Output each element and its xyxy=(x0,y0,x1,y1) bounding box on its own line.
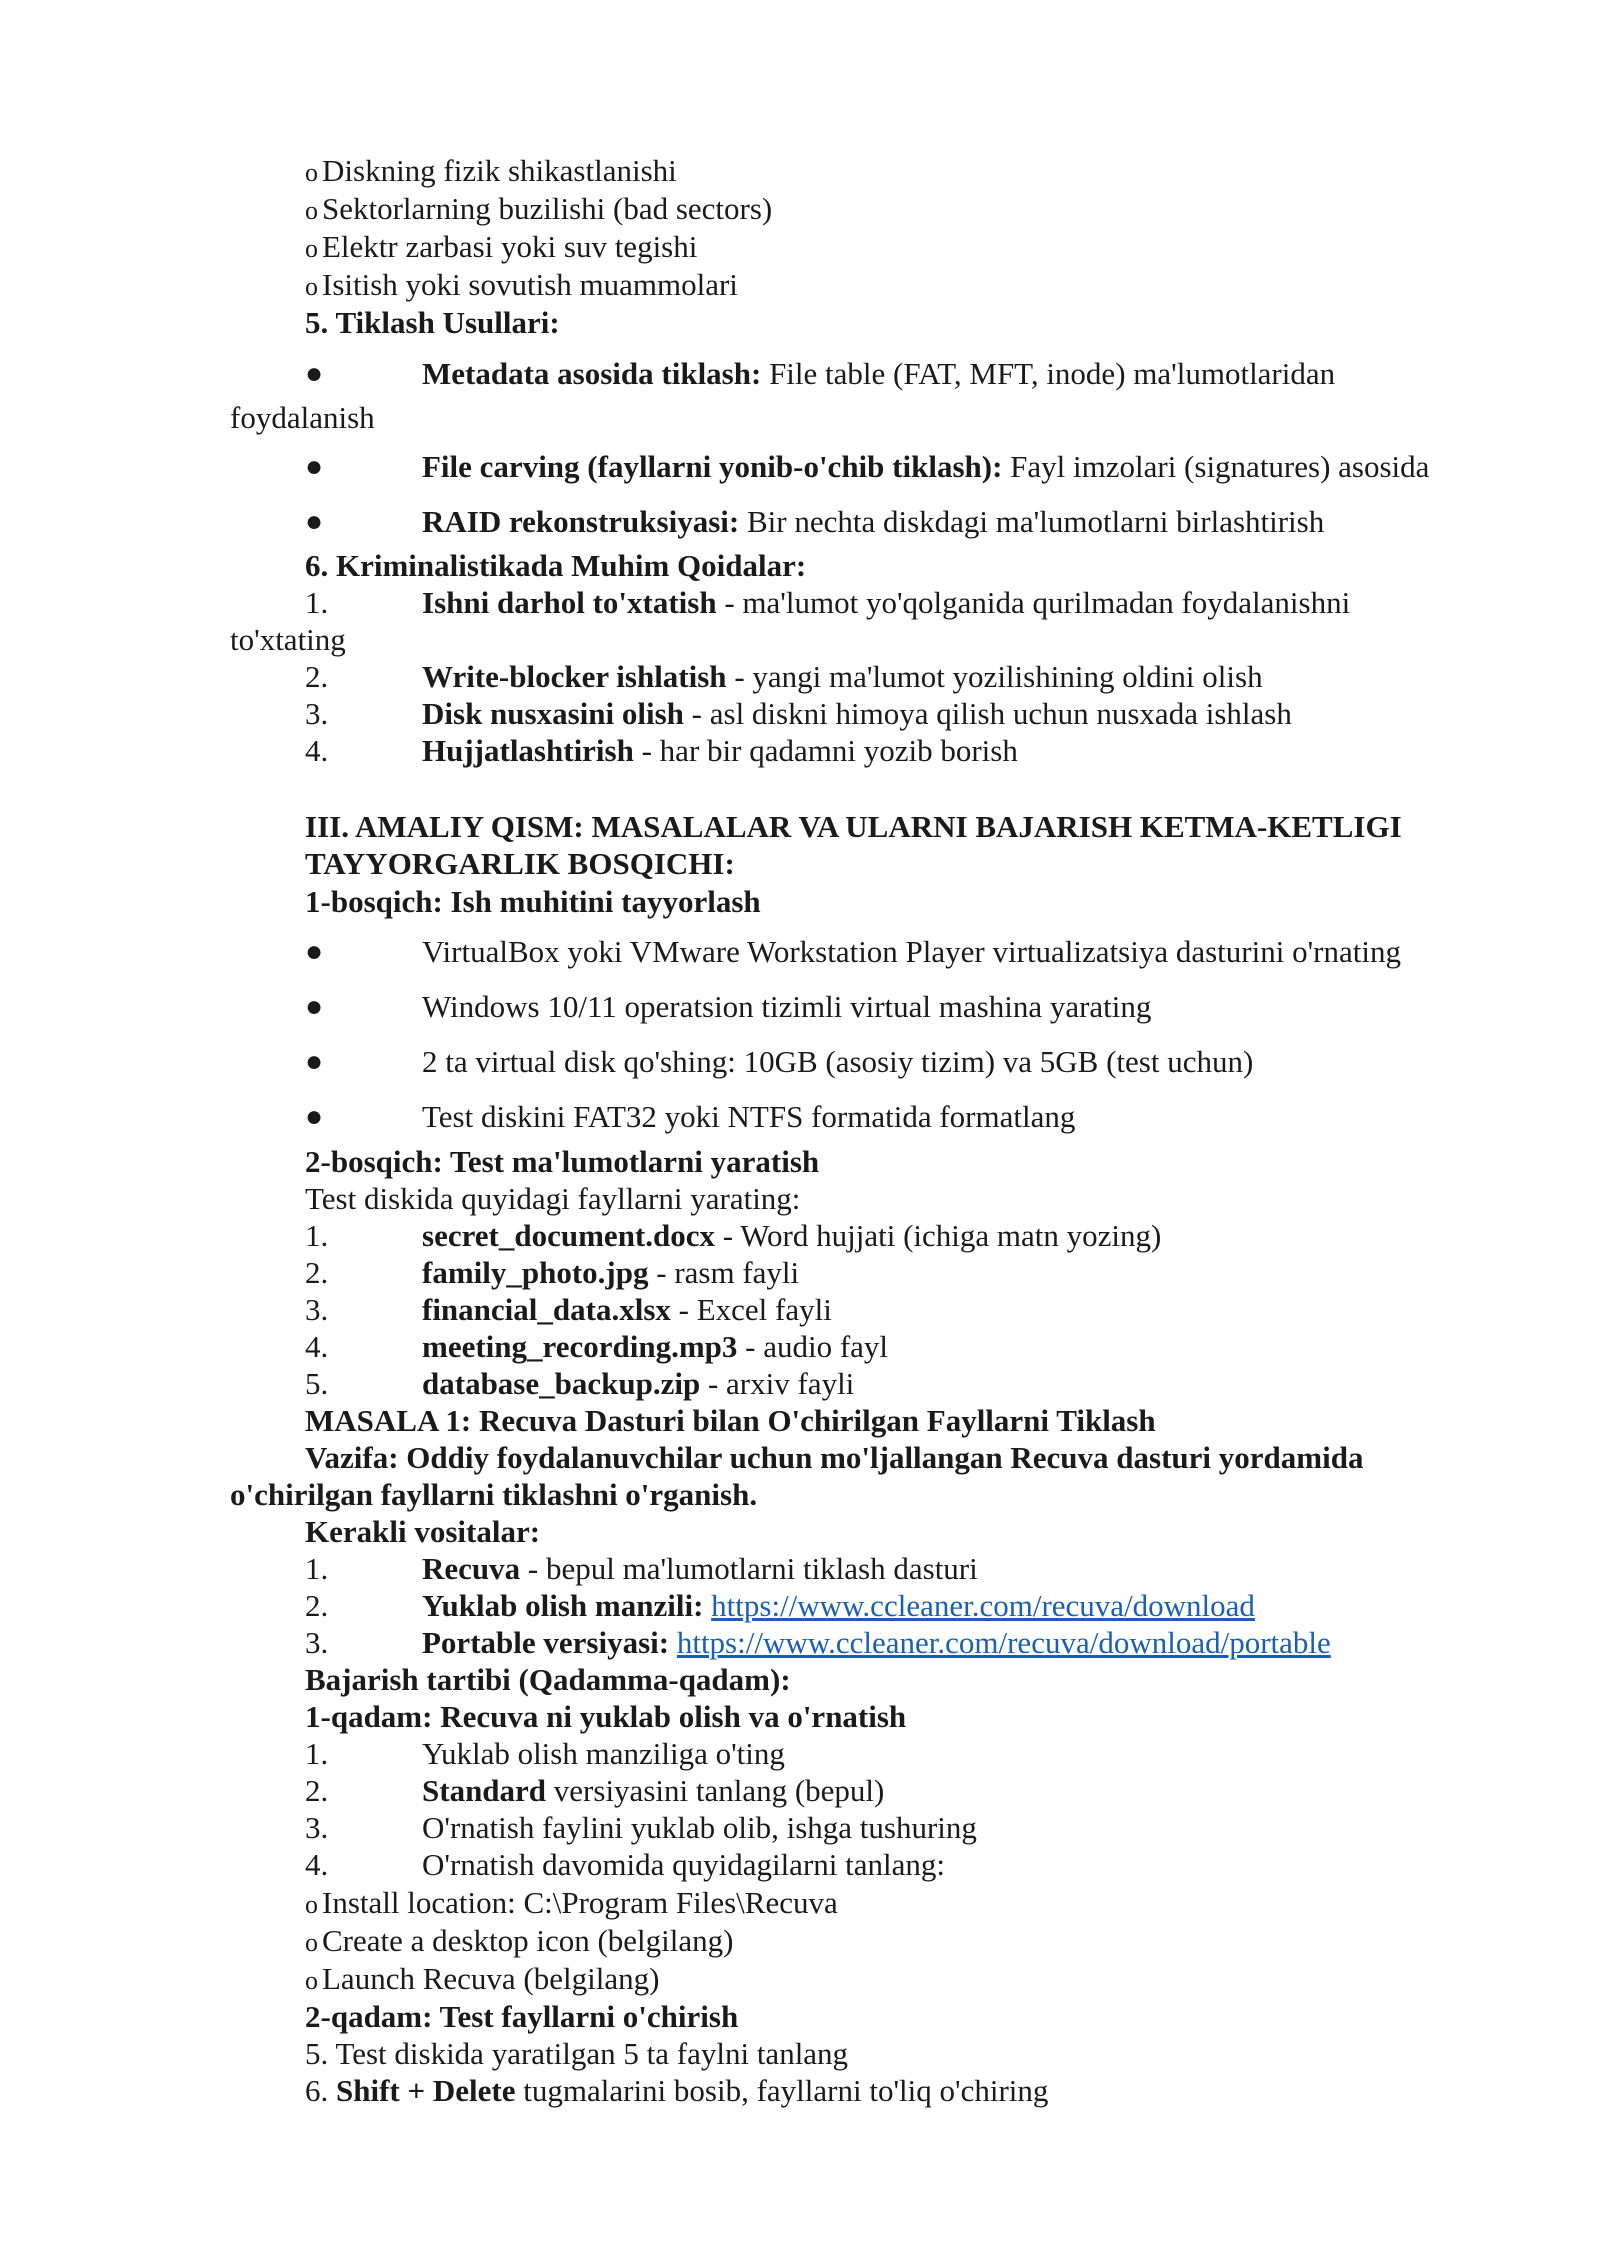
list-item: 5. Test diskida yaratilgan 5 ta faylni tanlang xyxy=(305,2036,849,2071)
list-item: family_photo.jpg - rasm fayli xyxy=(422,1255,800,1290)
step-heading: 1-qadam: Recuva ni yuklab olish va o'rnatish xyxy=(305,1699,907,1734)
list-item: Test diskini FAT32 yoki NTFS formatida formatlang xyxy=(422,1099,1076,1134)
list-item: meeting_recording.mp3 - audio fayl xyxy=(422,1329,889,1364)
list-item: O'rnatish davomida quyidagilarni tanlang: xyxy=(422,1847,945,1882)
portable-download-link[interactable]: https://www.ccleaner.com/recuva/download/portable xyxy=(676,1625,1331,1660)
list-item: financial_data.xlsx - Excel fayli xyxy=(422,1292,832,1327)
part-subheading: TAYYORGARLIK BOSQICHI: xyxy=(305,846,735,881)
list-number: 4. xyxy=(305,1329,329,1364)
list-number: 3. xyxy=(305,1292,329,1327)
list-item: o Elektr zarbasi yoki suv tegishi xyxy=(305,229,698,264)
list-number: 3. xyxy=(305,1625,329,1660)
tools-heading: Kerakli vositalar: xyxy=(305,1514,541,1549)
list-item: VirtualBox yoki VMware Workstation Player virtualizatsiya dasturini o'rnating xyxy=(422,934,1401,969)
list-item-continuation: to'xtating xyxy=(230,622,346,657)
list-item: o Diskning fizik shikastlanishi xyxy=(305,153,677,188)
list-number: 2. xyxy=(305,1588,329,1623)
list-number: 2. xyxy=(305,1773,329,1808)
list-number: 1. xyxy=(305,1736,329,1771)
order-heading: Bajarish tartibi (Qadamma-qadam): xyxy=(305,1662,791,1697)
paragraph: Test diskida quyidagi fayllarni yarating: xyxy=(305,1181,801,1216)
bullet-marker: ● xyxy=(305,990,324,1023)
list-item: Recuva - bepul ma'lumotlarni tiklash dasturi xyxy=(422,1551,978,1586)
list-item: Ishni darhol to'xtatish - ma'lumot yo'qolganida qurilmadan foydalanishni xyxy=(422,585,1351,620)
list-item: File carving (fayllarni yonib-o'chib tiklash): Fayl imzolari (signatures) asosida xyxy=(422,449,1430,484)
list-item: o Install location: C:\Program Files\Recuva xyxy=(305,1885,838,1920)
bullet-marker: ● xyxy=(305,1045,324,1078)
download-link[interactable]: https://www.ccleaner.com/recuva/download xyxy=(711,1588,1255,1623)
part-heading: III. AMALIY QISM: MASALALAR VA ULARNI BAJARISH KETMA-KETLIGI xyxy=(305,809,1402,844)
list-number: 5. xyxy=(305,1366,329,1401)
bullet-marker: ● xyxy=(305,357,324,390)
task-title: MASALA 1: Recuva Dasturi bilan O'chirilgan Fayllarni Tiklash xyxy=(305,1403,1156,1438)
list-item: 2 ta virtual disk qo'shing: 10GB (asosiy tizim) va 5GB (test uchun) xyxy=(422,1044,1254,1079)
list-item: o Launch Recuva (belgilang) xyxy=(305,1961,660,1996)
list-item: Yuklab olish manziliga o'ting xyxy=(422,1736,785,1771)
section-heading: 5. Tiklash Usullari: xyxy=(305,305,560,340)
list-number: 1. xyxy=(305,1551,329,1586)
list-item-continuation: foydalanish xyxy=(230,400,375,435)
bullet-marker: ● xyxy=(305,1100,324,1133)
list-number: 4. xyxy=(305,1847,329,1882)
list-item: Standard versiyasini tanlang (bepul) xyxy=(422,1773,885,1808)
task-description-continuation: o'chirilgan fayllarni tiklashni o'rganish. xyxy=(230,1477,758,1512)
list-item: Windows 10/11 operatsion tizimli virtual mashina yarating xyxy=(422,989,1152,1024)
list-number: 1. xyxy=(305,1218,329,1253)
step-heading: 2-qadam: Test fayllarni o'chirish xyxy=(305,1999,739,2034)
list-number: 3. xyxy=(305,696,329,731)
list-item: O'rnatish faylini yuklab olib, ishga tushuring xyxy=(422,1810,977,1845)
task-description: Vazifa: Oddiy foydalanuvchilar uchun mo'ljallangan Recuva dasturi yordamida xyxy=(305,1440,1364,1475)
list-number: 2. xyxy=(305,659,329,694)
list-number: 3. xyxy=(305,1810,329,1845)
list-item: Portable versiyasi: https://www.ccleaner.com/recuva/download/portable xyxy=(422,1625,1331,1660)
bullet-marker: ● xyxy=(305,935,324,968)
list-item: o Isitish yoki sovutish muammolari xyxy=(305,267,738,302)
bullet-marker: ● xyxy=(305,450,324,483)
list-item: RAID rekonstruksiyasi: Bir nechta diskdagi ma'lumotlarni birlashtirish xyxy=(422,504,1325,539)
list-item: Hujjatlashtirish - har bir qadamni yozib borish xyxy=(422,733,1018,768)
list-number: 2. xyxy=(305,1255,329,1290)
list-item: Yuklab olish manzili: https://www.ccleaner.com/recuva/download xyxy=(422,1588,1255,1623)
bullet-marker: ● xyxy=(305,505,324,538)
stage-heading: 2-bosqich: Test ma'lumotlarni yaratish xyxy=(305,1144,820,1179)
list-number: 1. xyxy=(305,585,329,620)
list-item: database_backup.zip - arxiv fayli xyxy=(422,1366,855,1401)
list-item: Metadata asosida tiklash: File table (FAT, MFT, inode) ma'lumotlaridan xyxy=(422,356,1336,391)
list-item: o Sektorlarning buzilishi (bad sectors) xyxy=(305,191,773,226)
stage-heading: 1-bosqich: Ish muhitini tayyorlash xyxy=(305,884,761,919)
list-item: Disk nusxasini olish - asl diskni himoya qilish uchun nusxada ishlash xyxy=(422,696,1292,731)
section-heading: 6. Kriminalistikada Muhim Qoidalar: xyxy=(305,548,807,583)
list-item: secret_document.docx - Word hujjati (ichiga matn yozing) xyxy=(422,1218,1162,1253)
list-item: o Create a desktop icon (belgilang) xyxy=(305,1923,734,1958)
list-item: 6. Shift + Delete tugmalarini bosib, fayllarni to'liq o'chiring xyxy=(305,2073,1049,2108)
list-item: Write-blocker ishlatish - yangi ma'lumot yozilishining oldini olish xyxy=(422,659,1263,694)
list-number: 4. xyxy=(305,733,329,768)
